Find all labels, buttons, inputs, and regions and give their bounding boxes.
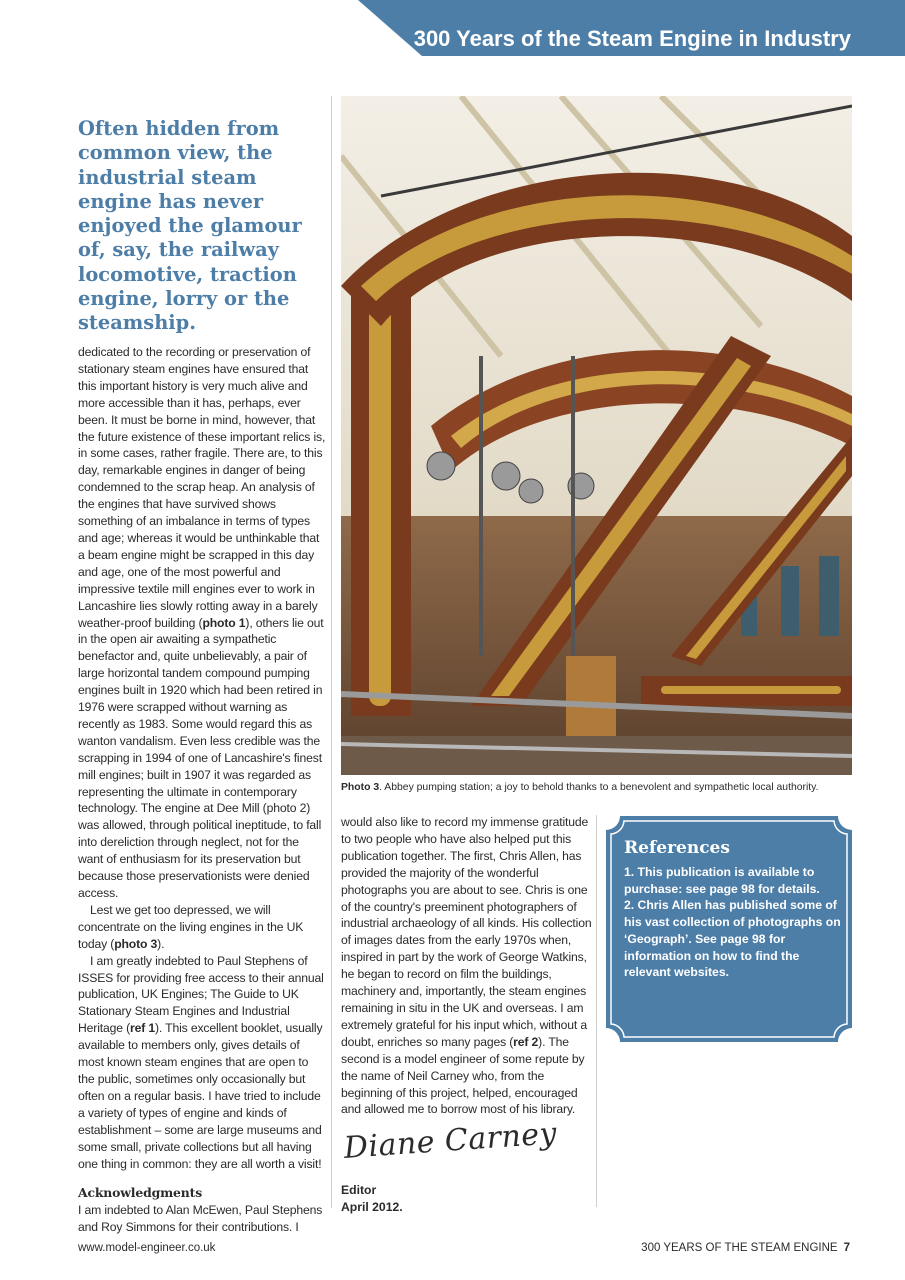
editor-signature: Diane Carney: [342, 1116, 559, 1166]
acknowledgments-heading: Acknowledgments: [78, 1185, 203, 1201]
editor-credit: [341, 1182, 403, 1216]
references-box: [606, 816, 852, 1042]
references-content: [624, 838, 844, 981]
column-divider: [596, 815, 597, 1207]
photo-caption: Photo 3. Abbey pumping station; a joy to behold thanks to a benevolent and sympathetic local authority.: [341, 782, 819, 793]
editor-date: April 2012.: [341, 1199, 403, 1214]
footer-section-title: 300 YEARS OF THE STEAM ENGINE: [641, 1242, 838, 1254]
column-divider: [331, 96, 332, 1208]
footer-website-link[interactable]: www.model-engineer.co.uk: [78, 1242, 216, 1254]
running-header-title: 300 Years of the Steam Engine in Industry: [413, 26, 851, 51]
paragraph: I am greatly indebted to Paul Stephens of ISSES for providing free access to their annual publication, UK Engines; The Guide to UK Stationary Steam Engines and Industrial Heritage (ref 1). This excellent booklet, usually available to members only, gives details of most known steam engines that are open to the public, sometimes only occasionally but often on a regular basis. I have tried to include a variety of types of engine and kinds of establishment – some are large museums and some small, private collections but all having one thing in common: they are all worth a visit!: [78, 953, 324, 1171]
paragraph: would also like to record my immense gratitude to two people who have also helped put this publication together. The first, Chris Allen, has provided the majority of the wonderful photographs you are about to see. Chris is one of the country's preeminent photographers of industrial archaeology of all kinds. His collection of images dates from the early 1970s when, inspired in part by the work of George Watkins, he began to record on film the buildings, machinery and, importantly, the steam engines remaining in situ in the UK and overseas. I am extremely grateful for his input which, without a doubt, enriches so many pages (ref 2). The second is a model engineer of some repute by the name of Neil Carney who, from the beginning of this project, helped, encouraged and allowed me to borrow most of his library.: [341, 815, 592, 1117]
intro-standfirst: Often hidden from common view, the industrial steam engine has never enjoyed the glamour of, say, the railway locomotive, traction engine, lorry or the steamship.: [78, 117, 302, 335]
body-column-right: [341, 814, 593, 1118]
body-column-left: [78, 344, 326, 1236]
photo-abbey-pumping-station: [341, 96, 852, 775]
reference-item: 1. This publication is available to purchase: see page 98 for details.: [624, 865, 820, 896]
editor-role: Editor: [341, 1183, 377, 1197]
footer-folio: [641, 1242, 850, 1254]
paragraph: dedicated to the recording or preservation of stationary steam engines have ensured that this important history is very much alive and more accessible than it has, perhaps, ever been. It must be borne in mind, however, that the future existence of these important relics is, in some cases, rather fragile. There are, to this day, remarkable engines in danger of being condemned to the scrap heap. An analysis of the engines that have survived shows something of an imbalance in terms of types and age; whereas it would be unthinkable that a beam engine might be scrapped in this day and age, one of the most powerful and impressive textile mill engines ever to work in Lancashire lies slowly rotting away in a barely weather-proof building (photo 1), others lie out in the open air awaiting a sympathetic benefactor and, quite unbelievably, a pair of large horizontal tandem compound pumping engines built in 1920 which had been retired in 1976 were scrapped without warning as recently as 1983. Some would regard this as wanton vandalism. Even less credible was the scrapping in 1994 of one of Lancashire's finest mill engines; built in 1907 it was regarded as representing the ultimate in contemporary technology. The engine at Dee Mill (photo 2) was allowed, through political ineptitude, to fall into dereliction through neglect, not for the want of enthusiasm for its preservation but because those preservationists were denied access.: [78, 345, 326, 900]
page-number: 7: [843, 1242, 850, 1254]
references-title: References: [624, 838, 730, 858]
reference-item: 2. Chris Allen has published some of his vast collection of photographs on ‘Geograph’. See page 98 for information on how to find the relevant websites.: [624, 898, 841, 980]
paragraph: Lest we get too depressed, we will concentrate on the living engines in the UK today (photo 3).: [78, 902, 304, 951]
paragraph: I am indebted to Alan McEwen, Paul Stephens and Roy Simmons for their contributions. I: [78, 1203, 323, 1235]
